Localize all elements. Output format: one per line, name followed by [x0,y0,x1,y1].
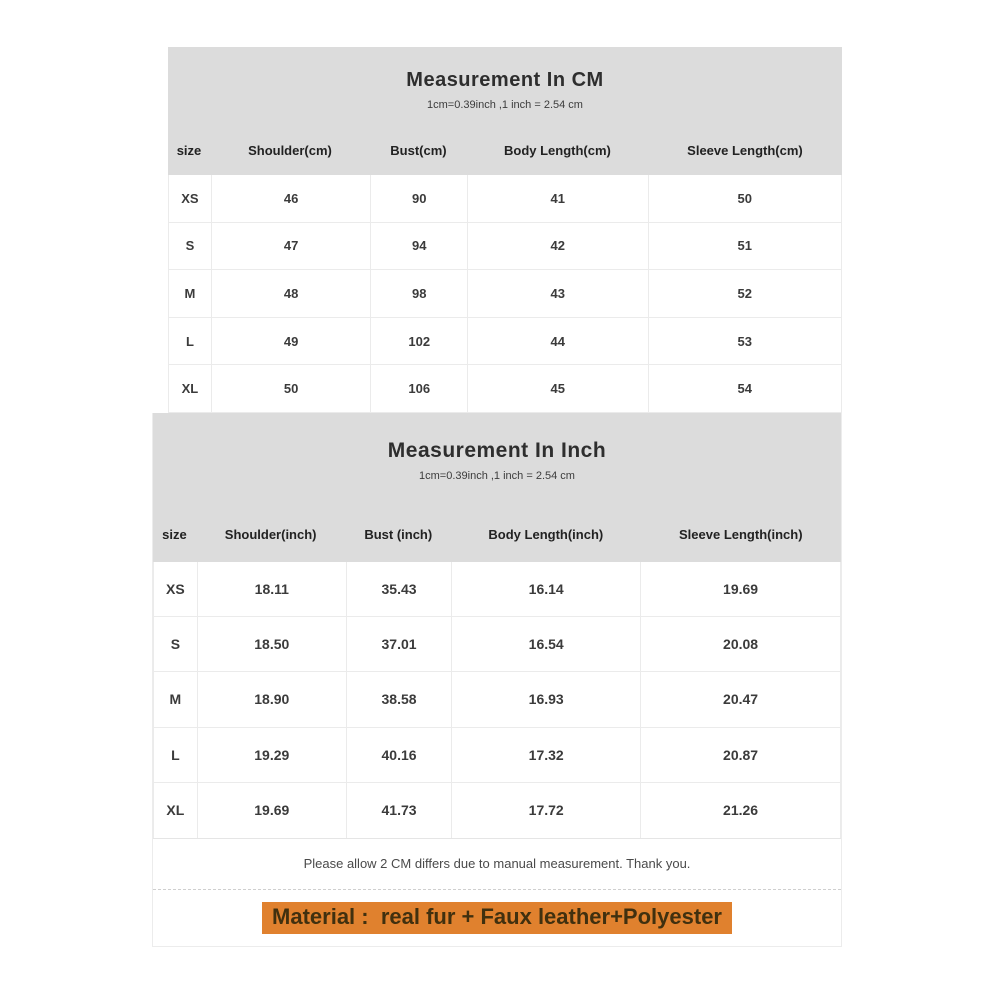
measurement-disclaimer-row [153,838,841,890]
column-header-size: size [162,526,187,542]
value-cell: 21.26 [640,783,840,838]
table-row [169,223,841,271]
table-row [154,728,840,783]
table-row [154,562,840,617]
value-cell: 94 [370,223,467,270]
value-cell: 53 [648,318,841,365]
column-header-body-length: Body Length(cm) [504,142,611,158]
value-cell: 37.01 [346,617,451,671]
value-cell: 40.16 [346,728,451,782]
value-cell: 106 [370,365,467,412]
value-cell: 16.93 [451,672,640,726]
size-cell: XS [166,581,185,598]
table-row [169,365,841,413]
value-cell: 20.47 [640,672,840,726]
value-cell: 42 [467,223,647,270]
column-header-bust: Bust(cm) [390,142,447,158]
inch-table-header [153,413,841,562]
value-cell: 16.54 [451,617,640,671]
size-cell: XL [166,802,185,819]
size-cell: XS [181,190,199,206]
inch-column-header-row [153,506,841,562]
value-cell: 35.43 [346,562,451,616]
table-row [154,672,840,727]
cm-table-header [168,47,842,175]
value-cell: 38.58 [346,672,451,726]
value-cell: 17.32 [451,728,640,782]
value-cell: 19.69 [197,783,346,838]
value-cell: 20.08 [640,617,840,671]
value-cell: 90 [370,175,467,222]
value-cell: 102 [370,318,467,365]
value-cell: 52 [648,270,841,317]
inch-table-title: Measurement In Inch [387,439,607,462]
value-cell: 43 [467,270,647,317]
cm-table-body [168,175,842,413]
value-cell: 49 [211,318,371,365]
value-cell: 17.72 [451,783,640,838]
size-cell: S [170,636,181,653]
size-cell: L [185,333,194,349]
value-cell: 47 [211,223,371,270]
value-cell: 98 [370,270,467,317]
table-row [169,175,841,223]
column-header-sleeve-length: Sleeve Length(cm) [687,142,803,158]
size-cell: M [169,691,182,708]
inch-measurement-table [152,413,842,947]
size-cell: L [171,746,180,763]
table-row [154,783,840,838]
cm-table-title: Measurement In CM [406,69,604,91]
size-cell: S [185,238,195,254]
value-cell: 50 [211,365,371,412]
table-row [169,318,841,366]
value-cell: 18.11 [197,562,346,616]
cm-conversion-note: 1cm=0.39inch ,1 inch = 2.54 cm [427,99,583,111]
value-cell: 46 [211,175,371,222]
column-header-shoulder: Shoulder(inch) [224,526,317,542]
cm-column-header-row [168,125,842,175]
value-cell: 45 [467,365,647,412]
value-cell: 41 [467,175,647,222]
table-row [154,617,840,672]
size-cell: M [184,285,196,301]
cm-measurement-table [168,47,842,413]
value-cell: 48 [211,270,371,317]
value-cell: 51 [648,223,841,270]
table-row [169,270,841,318]
value-cell: 44 [467,318,647,365]
inch-table-body [153,562,841,838]
material-highlighted-text: Material : real fur + Faux leather+Polyester [262,902,732,934]
material-row [153,890,841,946]
column-header-body-length: Body Length(inch) [488,526,604,542]
value-cell: 41.73 [346,783,451,838]
value-cell: 19.69 [640,562,840,616]
value-cell: 18.90 [197,672,346,726]
column-header-sleeve-length: Sleeve Length(inch) [679,526,803,542]
value-cell: 19.29 [197,728,346,782]
size-cell: XL [181,381,199,397]
measurement-disclaimer-text: Please allow 2 CM differs due to manual measurement. Thank you. [303,856,691,872]
column-header-shoulder: Shoulder(cm) [248,142,332,158]
value-cell: 20.87 [640,728,840,782]
inch-conversion-note: 1cm=0.39inch ,1 inch = 2.54 cm [419,470,575,482]
value-cell: 54 [648,365,841,412]
column-header-bust: Bust (inch) [364,526,433,542]
column-header-size: size [176,142,202,158]
value-cell: 50 [648,175,841,222]
value-cell: 18.50 [197,617,346,671]
value-cell: 16.14 [451,562,640,616]
